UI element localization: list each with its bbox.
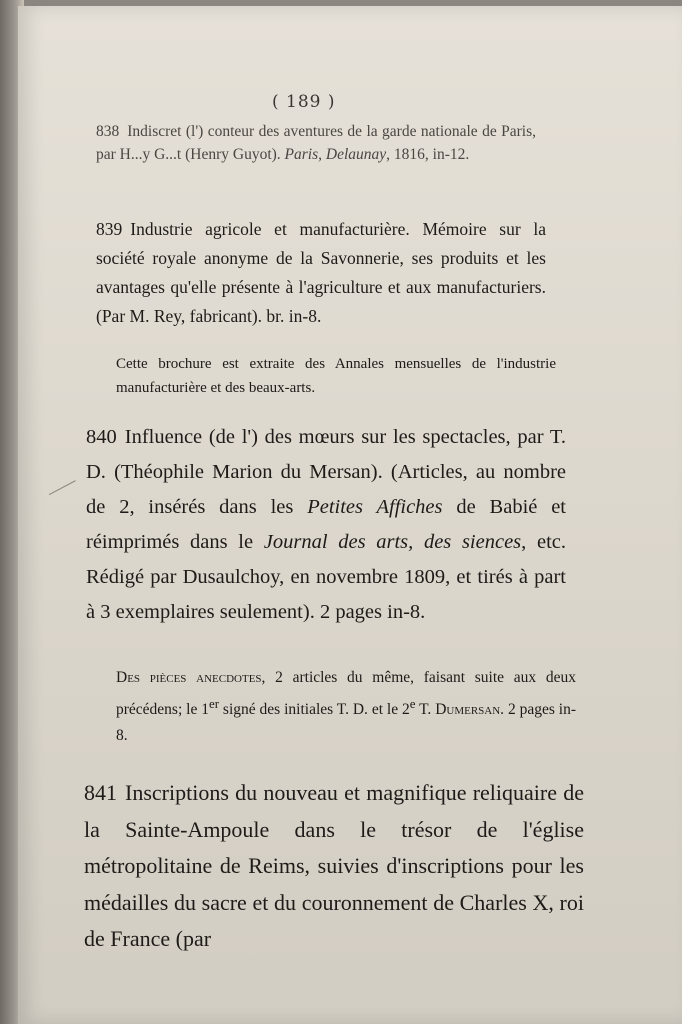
page-number: ( 189 ) (272, 92, 336, 112)
entry-text: Indiscret (l') conteur des aventures de la garde nationale de Paris, par H...y G...t (Henry Guyot). (96, 123, 536, 163)
entry-839-note: Cette brochure est extraite des Annales mensuelles de l'industrie manufacturière et des beaux-arts. (116, 356, 556, 396)
superscript: er (209, 696, 220, 711)
entry-839 (96, 215, 546, 331)
entry-841 (84, 775, 584, 958)
entry-number: 838 (96, 123, 120, 140)
entry-number: 839 (96, 219, 123, 239)
author-name: Dumersan (435, 701, 501, 719)
entry-number: 840 (86, 426, 117, 448)
entry-text: Industrie agricole et manufacturière. Mémoire sur la société royale anonyme de la Savonnerie, ses produits et les avantages qu'elle présente à l'agriculture et aux manufacturiers. (Par M. Rey, fabricant). br. in-8. (96, 219, 546, 326)
entry-imprint: Paris, Delaunay (284, 146, 387, 163)
entry-838 (96, 120, 536, 166)
entry-text: Inscriptions du nouveau et magnifique reliquaire de la Sainte-Ampoule dans le trésor de l'église métropolitaine de Reims, suivies d'inscriptions pour les médailles du sacre et du couronnement de Charles X, roi de France (par (84, 780, 584, 951)
note-text: T. (415, 701, 436, 719)
entry-text: , etc. Rédigé par Dusaulchoy, en novembre 1809, et tirés à part à 3 exemplaires seulement). 2 pages in-8. (86, 531, 566, 623)
note-text: , 2 articles du même, faisant suite aux deux précédens; le 1 (116, 669, 576, 719)
note-text: . 2 pages in-8. (116, 701, 576, 745)
note-text: signé des initiales T. D. et le 2 (219, 701, 410, 719)
italic-title: Petites Affiches (307, 496, 443, 518)
entry-840-note (116, 665, 576, 749)
italic-title: Journal des arts, des siences (263, 531, 522, 553)
entry-text: de Babié et réimprimés dans le (86, 496, 567, 553)
superscript: e (409, 696, 416, 711)
entry-number: 841 (84, 780, 117, 805)
pencil-margin-mark (49, 480, 85, 513)
entry-text: Influence (de l') des mœurs sur les spectacles, par T. D. (Théophile Marion du Mersan). (Articles, au nombre de 2, insérés dans les (86, 426, 566, 518)
entry-840 (86, 420, 566, 630)
entry-tail: , 1816, in-12. (386, 146, 470, 163)
note-heading: Des pièces anecdotes (116, 669, 262, 686)
